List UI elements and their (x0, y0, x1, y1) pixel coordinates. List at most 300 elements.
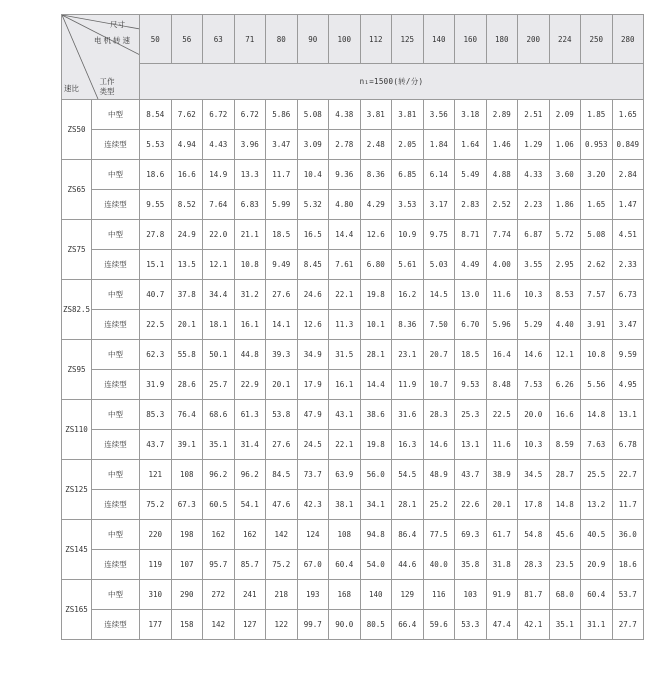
value-cell: 80.5 (360, 610, 392, 640)
value-cell: 13.3 (234, 160, 266, 190)
value-cell: 12.6 (297, 310, 329, 340)
value-cell: 3.47 (266, 130, 298, 160)
value-cell: 6.73 (612, 280, 644, 310)
size-header-cell: 125 (392, 15, 424, 64)
value-cell: 14.1 (266, 310, 298, 340)
model-cell: ZS125 (62, 460, 92, 520)
value-cell: 53.8 (266, 400, 298, 430)
value-cell: 38.1 (329, 490, 361, 520)
value-cell: 2.89 (486, 100, 518, 130)
value-cell: 310 (140, 580, 172, 610)
value-cell: 11.6 (486, 430, 518, 460)
value-cell: 11.7 (612, 490, 644, 520)
value-cell: 108 (171, 460, 203, 490)
header-corner-cell (62, 15, 140, 100)
value-cell: 75.2 (266, 550, 298, 580)
value-cell: 54.0 (360, 550, 392, 580)
value-cell: 6.72 (203, 100, 235, 130)
size-header-cell: 250 (581, 15, 613, 64)
value-cell: 8.45 (297, 250, 329, 280)
model-cell: ZS165 (62, 580, 92, 640)
value-cell: 10.7 (423, 370, 455, 400)
value-cell: 6.78 (612, 430, 644, 460)
value-cell: 73.7 (297, 460, 329, 490)
power-table (61, 14, 644, 640)
value-cell: 2.05 (392, 130, 424, 160)
value-cell: 14.8 (581, 400, 613, 430)
value-cell: 99.7 (297, 610, 329, 640)
table-row (62, 280, 644, 310)
value-cell: 91.9 (486, 580, 518, 610)
value-cell: 76.4 (171, 400, 203, 430)
value-cell: 24.9 (171, 220, 203, 250)
size-header-cell: 224 (549, 15, 581, 64)
value-cell: 1.85 (581, 100, 613, 130)
value-cell: 3.20 (581, 160, 613, 190)
value-cell: 59.6 (423, 610, 455, 640)
value-cell: 25.2 (423, 490, 455, 520)
value-cell: 60.4 (581, 580, 613, 610)
value-cell: 14.4 (360, 370, 392, 400)
value-cell: 1.64 (455, 130, 487, 160)
value-cell: 22.1 (329, 430, 361, 460)
value-cell: 85.3 (140, 400, 172, 430)
value-cell: 124 (297, 520, 329, 550)
value-cell: 42.3 (297, 490, 329, 520)
work-type-cell: 中型 (92, 400, 140, 430)
value-cell: 34.5 (518, 460, 550, 490)
value-cell: 68.6 (203, 400, 235, 430)
size-header-cell: 71 (234, 15, 266, 64)
table-row (62, 100, 644, 130)
value-cell: 1.65 (581, 190, 613, 220)
model-cell: ZS82.5 (62, 280, 92, 340)
table-row (62, 610, 644, 640)
value-cell: 53.3 (455, 610, 487, 640)
value-cell: 90.0 (329, 610, 361, 640)
value-cell: 11.6 (486, 280, 518, 310)
value-cell: 35.1 (549, 610, 581, 640)
value-cell: 17.8 (518, 490, 550, 520)
value-cell: 67.0 (297, 550, 329, 580)
value-cell: 7.74 (486, 220, 518, 250)
value-cell: 3.18 (455, 100, 487, 130)
value-cell: 4.38 (329, 100, 361, 130)
value-cell: 45.6 (549, 520, 581, 550)
value-cell: 95.7 (203, 550, 235, 580)
value-cell: 121 (140, 460, 172, 490)
value-cell: 85.7 (234, 550, 266, 580)
value-cell: 4.49 (455, 250, 487, 280)
value-cell: 220 (140, 520, 172, 550)
value-cell: 5.32 (297, 190, 329, 220)
value-cell: 48.9 (423, 460, 455, 490)
value-cell: 60.4 (329, 550, 361, 580)
value-cell: 5.96 (486, 310, 518, 340)
value-cell: 7.63 (581, 430, 613, 460)
value-cell: 1.65 (612, 100, 644, 130)
value-cell: 119 (140, 550, 172, 580)
value-cell: 13.1 (612, 400, 644, 430)
value-cell: 10.8 (234, 250, 266, 280)
value-cell: 16.2 (392, 280, 424, 310)
value-cell: 1.29 (518, 130, 550, 160)
table-row (62, 580, 644, 610)
value-cell: 62.3 (140, 340, 172, 370)
value-cell: 36.0 (612, 520, 644, 550)
value-cell: 177 (140, 610, 172, 640)
value-cell: 9.55 (140, 190, 172, 220)
corner-label-ratio: 速比 (64, 84, 79, 93)
value-cell: 25.3 (455, 400, 487, 430)
value-cell: 25.7 (203, 370, 235, 400)
value-cell: 11.3 (329, 310, 361, 340)
value-cell: 3.96 (234, 130, 266, 160)
value-cell: 28.1 (392, 490, 424, 520)
value-cell: 142 (266, 520, 298, 550)
size-header-cell: 180 (486, 15, 518, 64)
value-cell: 2.62 (581, 250, 613, 280)
value-cell: 16.1 (234, 310, 266, 340)
size-header-row (62, 15, 644, 64)
value-cell: 18.5 (266, 220, 298, 250)
value-cell: 116 (423, 580, 455, 610)
size-header-cell: 100 (329, 15, 361, 64)
value-cell: 8.59 (549, 430, 581, 460)
value-cell: 6.80 (360, 250, 392, 280)
value-cell: 8.36 (392, 310, 424, 340)
value-cell: 2.83 (455, 190, 487, 220)
value-cell: 38.6 (360, 400, 392, 430)
value-cell: 63.9 (329, 460, 361, 490)
table-row (62, 310, 644, 340)
value-cell: 162 (234, 520, 266, 550)
value-cell: 39.1 (171, 430, 203, 460)
value-cell: 14.6 (518, 340, 550, 370)
value-cell: 13.2 (581, 490, 613, 520)
value-cell: 8.71 (455, 220, 487, 250)
value-cell: 19.8 (360, 280, 392, 310)
size-header-cell: 200 (518, 15, 550, 64)
value-cell: 6.85 (392, 160, 424, 190)
value-cell: 6.72 (234, 100, 266, 130)
value-cell: 7.62 (171, 100, 203, 130)
table-row (62, 130, 644, 160)
value-cell: 13.5 (171, 250, 203, 280)
value-cell: 13.0 (455, 280, 487, 310)
value-cell: 3.56 (423, 100, 455, 130)
table-row (62, 550, 644, 580)
value-cell: 122 (266, 610, 298, 640)
value-cell: 44.8 (234, 340, 266, 370)
value-cell: 1.06 (549, 130, 581, 160)
value-cell: 27.6 (266, 430, 298, 460)
value-cell: 20.1 (486, 490, 518, 520)
value-cell: 129 (392, 580, 424, 610)
value-cell: 14.5 (423, 280, 455, 310)
value-cell: 77.5 (423, 520, 455, 550)
value-cell: 34.4 (203, 280, 235, 310)
size-header-cell: 160 (455, 15, 487, 64)
value-cell: 31.5 (329, 340, 361, 370)
value-cell: 94.8 (360, 520, 392, 550)
value-cell: 198 (171, 520, 203, 550)
value-cell: 34.9 (297, 340, 329, 370)
value-cell: 21.1 (234, 220, 266, 250)
value-cell: 19.8 (360, 430, 392, 460)
value-cell: 39.3 (266, 340, 298, 370)
value-cell: 47.9 (297, 400, 329, 430)
value-cell: 18.1 (203, 310, 235, 340)
value-cell: 22.7 (612, 460, 644, 490)
table-row (62, 400, 644, 430)
value-cell: 9.53 (455, 370, 487, 400)
work-type-cell: 连续型 (92, 130, 140, 160)
value-cell: 5.03 (423, 250, 455, 280)
value-cell: 69.3 (455, 520, 487, 550)
value-cell: 3.91 (581, 310, 613, 340)
table-row (62, 490, 644, 520)
value-cell: 2.84 (612, 160, 644, 190)
model-cell: ZS65 (62, 160, 92, 220)
value-cell: 16.3 (392, 430, 424, 460)
value-cell: 7.50 (423, 310, 455, 340)
value-cell: 5.86 (266, 100, 298, 130)
table-row (62, 520, 644, 550)
value-cell: 6.83 (234, 190, 266, 220)
work-type-cell: 中型 (92, 460, 140, 490)
value-cell: 4.94 (171, 130, 203, 160)
speed-header-row (62, 64, 644, 100)
value-cell: 12.6 (360, 220, 392, 250)
value-cell: 5.61 (392, 250, 424, 280)
value-cell: 241 (234, 580, 266, 610)
value-cell: 40.7 (140, 280, 172, 310)
value-cell: 14.9 (203, 160, 235, 190)
value-cell: 44.6 (392, 550, 424, 580)
work-type-cell: 连续型 (92, 310, 140, 340)
value-cell: 3.60 (549, 160, 581, 190)
value-cell: 108 (329, 520, 361, 550)
value-cell: 16.4 (486, 340, 518, 370)
size-header-cell: 112 (360, 15, 392, 64)
value-cell: 11.9 (392, 370, 424, 400)
value-cell: 5.99 (266, 190, 298, 220)
value-cell: 15.1 (140, 250, 172, 280)
value-cell: 2.48 (360, 130, 392, 160)
work-type-cell: 中型 (92, 340, 140, 370)
value-cell: 17.9 (297, 370, 329, 400)
value-cell: 22.0 (203, 220, 235, 250)
value-cell: 2.95 (549, 250, 581, 280)
model-cell: ZS145 (62, 520, 92, 580)
value-cell: 7.53 (518, 370, 550, 400)
value-cell: 96.2 (234, 460, 266, 490)
value-cell: 4.95 (612, 370, 644, 400)
value-cell: 8.52 (171, 190, 203, 220)
value-cell: 54.5 (392, 460, 424, 490)
model-cell: ZS75 (62, 220, 92, 280)
value-cell: 3.17 (423, 190, 455, 220)
value-cell: 14.6 (423, 430, 455, 460)
value-cell: 4.00 (486, 250, 518, 280)
value-cell: 40.5 (581, 520, 613, 550)
value-cell: 23.1 (392, 340, 424, 370)
work-type-cell: 连续型 (92, 490, 140, 520)
value-cell: 20.1 (171, 310, 203, 340)
value-cell: 54.1 (234, 490, 266, 520)
value-cell: 8.36 (360, 160, 392, 190)
value-cell: 31.4 (234, 430, 266, 460)
value-cell: 2.52 (486, 190, 518, 220)
value-cell: 193 (297, 580, 329, 610)
value-cell: 28.6 (171, 370, 203, 400)
value-cell: 18.6 (140, 160, 172, 190)
value-cell: 127 (234, 610, 266, 640)
work-type-cell: 中型 (92, 520, 140, 550)
value-cell: 8.54 (140, 100, 172, 130)
value-cell: 34.1 (360, 490, 392, 520)
value-cell: 1.47 (612, 190, 644, 220)
value-cell: 5.53 (140, 130, 172, 160)
value-cell: 24.5 (297, 430, 329, 460)
value-cell: 4.29 (360, 190, 392, 220)
value-cell: 20.9 (581, 550, 613, 580)
value-cell: 61.7 (486, 520, 518, 550)
value-cell: 50.1 (203, 340, 235, 370)
value-cell: 140 (360, 580, 392, 610)
corner-label-size: 尺寸 (110, 20, 125, 29)
value-cell: 290 (171, 580, 203, 610)
value-cell: 3.09 (297, 130, 329, 160)
value-cell: 10.3 (518, 430, 550, 460)
value-cell: 86.4 (392, 520, 424, 550)
value-cell: 22.5 (486, 400, 518, 430)
work-type-cell: 连续型 (92, 250, 140, 280)
work-type-cell: 连续型 (92, 610, 140, 640)
value-cell: 28.3 (423, 400, 455, 430)
value-cell: 1.46 (486, 130, 518, 160)
value-cell: 13.1 (455, 430, 487, 460)
size-header-cell: 140 (423, 15, 455, 64)
size-header-cell: 50 (140, 15, 172, 64)
value-cell: 14.8 (549, 490, 581, 520)
value-cell: 47.6 (266, 490, 298, 520)
motor-speed-cell: n₁=1500(转/分) (140, 64, 644, 100)
table-row (62, 370, 644, 400)
value-cell: 20.1 (266, 370, 298, 400)
table-row (62, 160, 644, 190)
value-cell: 0.953 (581, 130, 613, 160)
value-cell: 16.5 (297, 220, 329, 250)
value-cell: 168 (329, 580, 361, 610)
value-cell: 4.43 (203, 130, 235, 160)
value-cell: 9.59 (612, 340, 644, 370)
value-cell: 272 (203, 580, 235, 610)
work-type-cell: 中型 (92, 100, 140, 130)
value-cell: 18.6 (612, 550, 644, 580)
value-cell: 107 (171, 550, 203, 580)
value-cell: 4.80 (329, 190, 361, 220)
corner-label-motor-speed: 电机转速 (94, 36, 132, 45)
value-cell: 5.08 (581, 220, 613, 250)
value-cell: 20.7 (423, 340, 455, 370)
value-cell: 1.86 (549, 190, 581, 220)
value-cell: 84.5 (266, 460, 298, 490)
work-type-cell: 中型 (92, 280, 140, 310)
value-cell: 14.4 (329, 220, 361, 250)
value-cell: 3.81 (360, 100, 392, 130)
value-cell: 12.1 (203, 250, 235, 280)
value-cell: 22.6 (455, 490, 487, 520)
value-cell: 2.09 (549, 100, 581, 130)
value-cell: 31.1 (581, 610, 613, 640)
value-cell: 28.7 (549, 460, 581, 490)
corner-label-work-type: 工作类型 (99, 77, 115, 96)
value-cell: 11.7 (266, 160, 298, 190)
value-cell: 55.8 (171, 340, 203, 370)
value-cell: 10.1 (360, 310, 392, 340)
model-cell: ZS50 (62, 100, 92, 160)
value-cell: 67.3 (171, 490, 203, 520)
work-type-cell: 连续型 (92, 550, 140, 580)
work-type-cell: 中型 (92, 580, 140, 610)
size-header-cell: 63 (203, 15, 235, 64)
power-table-container (61, 14, 644, 640)
table-row (62, 250, 644, 280)
value-cell: 8.53 (549, 280, 581, 310)
value-cell: 28.1 (360, 340, 392, 370)
value-cell: 6.87 (518, 220, 550, 250)
table-row (62, 340, 644, 370)
value-cell: 10.9 (392, 220, 424, 250)
value-cell: 8.48 (486, 370, 518, 400)
value-cell: 2.51 (518, 100, 550, 130)
size-header-cell: 280 (612, 15, 644, 64)
value-cell: 27.6 (266, 280, 298, 310)
value-cell: 40.0 (423, 550, 455, 580)
value-cell: 12.1 (549, 340, 581, 370)
value-cell: 9.36 (329, 160, 361, 190)
value-cell: 31.8 (486, 550, 518, 580)
value-cell: 24.6 (297, 280, 329, 310)
value-cell: 218 (266, 580, 298, 610)
value-cell: 27.7 (612, 610, 644, 640)
value-cell: 96.2 (203, 460, 235, 490)
value-cell: 10.4 (297, 160, 329, 190)
value-cell: 61.3 (234, 400, 266, 430)
value-cell: 43.7 (455, 460, 487, 490)
value-cell: 22.5 (140, 310, 172, 340)
value-cell: 2.23 (518, 190, 550, 220)
value-cell: 10.8 (581, 340, 613, 370)
value-cell: 3.55 (518, 250, 550, 280)
value-cell: 38.9 (486, 460, 518, 490)
value-cell: 25.5 (581, 460, 613, 490)
value-cell: 37.8 (171, 280, 203, 310)
value-cell: 3.47 (612, 310, 644, 340)
value-cell: 31.9 (140, 370, 172, 400)
value-cell: 4.40 (549, 310, 581, 340)
value-cell: 60.5 (203, 490, 235, 520)
value-cell: 31.6 (392, 400, 424, 430)
value-cell: 54.8 (518, 520, 550, 550)
value-cell: 16.1 (329, 370, 361, 400)
value-cell: 3.53 (392, 190, 424, 220)
value-cell: 43.1 (329, 400, 361, 430)
size-header-cell: 80 (266, 15, 298, 64)
table-row (62, 190, 644, 220)
